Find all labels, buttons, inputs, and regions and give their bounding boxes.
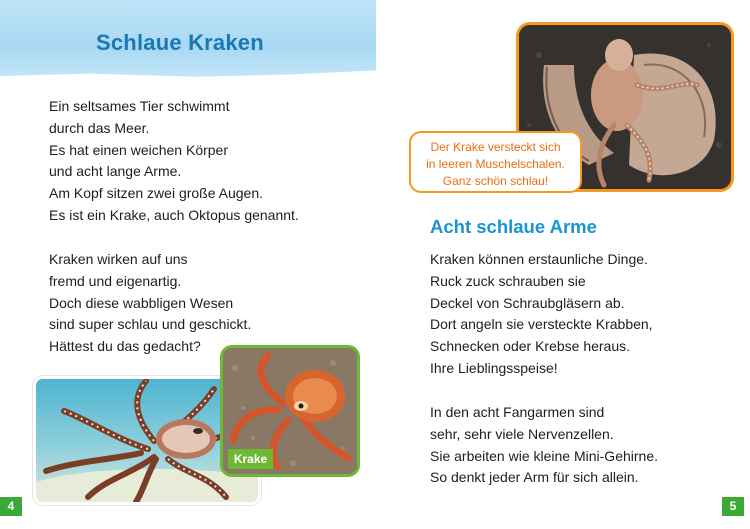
text-line: Sie arbeiten wie kleine Mini-Gehirne. (430, 447, 658, 464)
text-line: Schnecken oder Krebse heraus. (430, 338, 631, 355)
speech-line: Der Krake versteckt sich (430, 140, 561, 154)
text-line: Ein seltsames Tier schwimmt (49, 98, 230, 114)
text-line: sind super schlau und geschickt. (49, 316, 252, 333)
third-paragraph (430, 249, 653, 380)
speech-line: Ganz schön schlau! (442, 174, 549, 188)
text-line: Deckel von Schraubgläsern ab. (430, 294, 625, 311)
text-line: Kraken können erstaunliche Dinge. (430, 251, 648, 267)
text-line: und acht lange Arme. (49, 163, 182, 180)
text-line: Doch diese wabbligen Wesen (49, 294, 234, 311)
text-line: Hättest du das gedacht? (49, 338, 201, 355)
text-line: durch das Meer. (49, 119, 150, 136)
page-number-right: 5 (722, 497, 744, 516)
text-line: Kraken wirken auf uns (49, 251, 188, 267)
text-line: sehr, sehr viele Nervenzellen. (430, 425, 614, 442)
speech-box (409, 131, 582, 193)
second-paragraph (49, 249, 251, 358)
section-heading: Acht schlaue Arme (430, 216, 597, 237)
page-title: Schlaue Kraken (96, 30, 264, 55)
text-line: So denkt jeder Arm für sich allein. (430, 469, 639, 486)
photo-label-krake: Krake (228, 449, 273, 469)
speech-line: in leeren Muschelschalen. (426, 157, 565, 171)
text-line: fremd und eigenartig. (49, 272, 182, 289)
text-line: Am Kopf sitzen zwei große Augen. (49, 185, 263, 202)
intro-paragraph (49, 96, 299, 227)
text-line: Es ist ein Krake, auch Oktopus genannt. (49, 206, 299, 223)
text-line: Es hat einen weichen Körper (49, 141, 228, 158)
text-line: Dort angeln sie versteckte Krabben, (430, 316, 653, 333)
text-line: In den acht Fangarmen sind (430, 404, 605, 420)
fourth-paragraph (430, 402, 658, 489)
text-line: Ruck zuck schrauben sie (430, 272, 586, 289)
text-line: Ihre Lieblingsspeise! (430, 359, 558, 376)
page-number-left: 4 (0, 497, 22, 516)
